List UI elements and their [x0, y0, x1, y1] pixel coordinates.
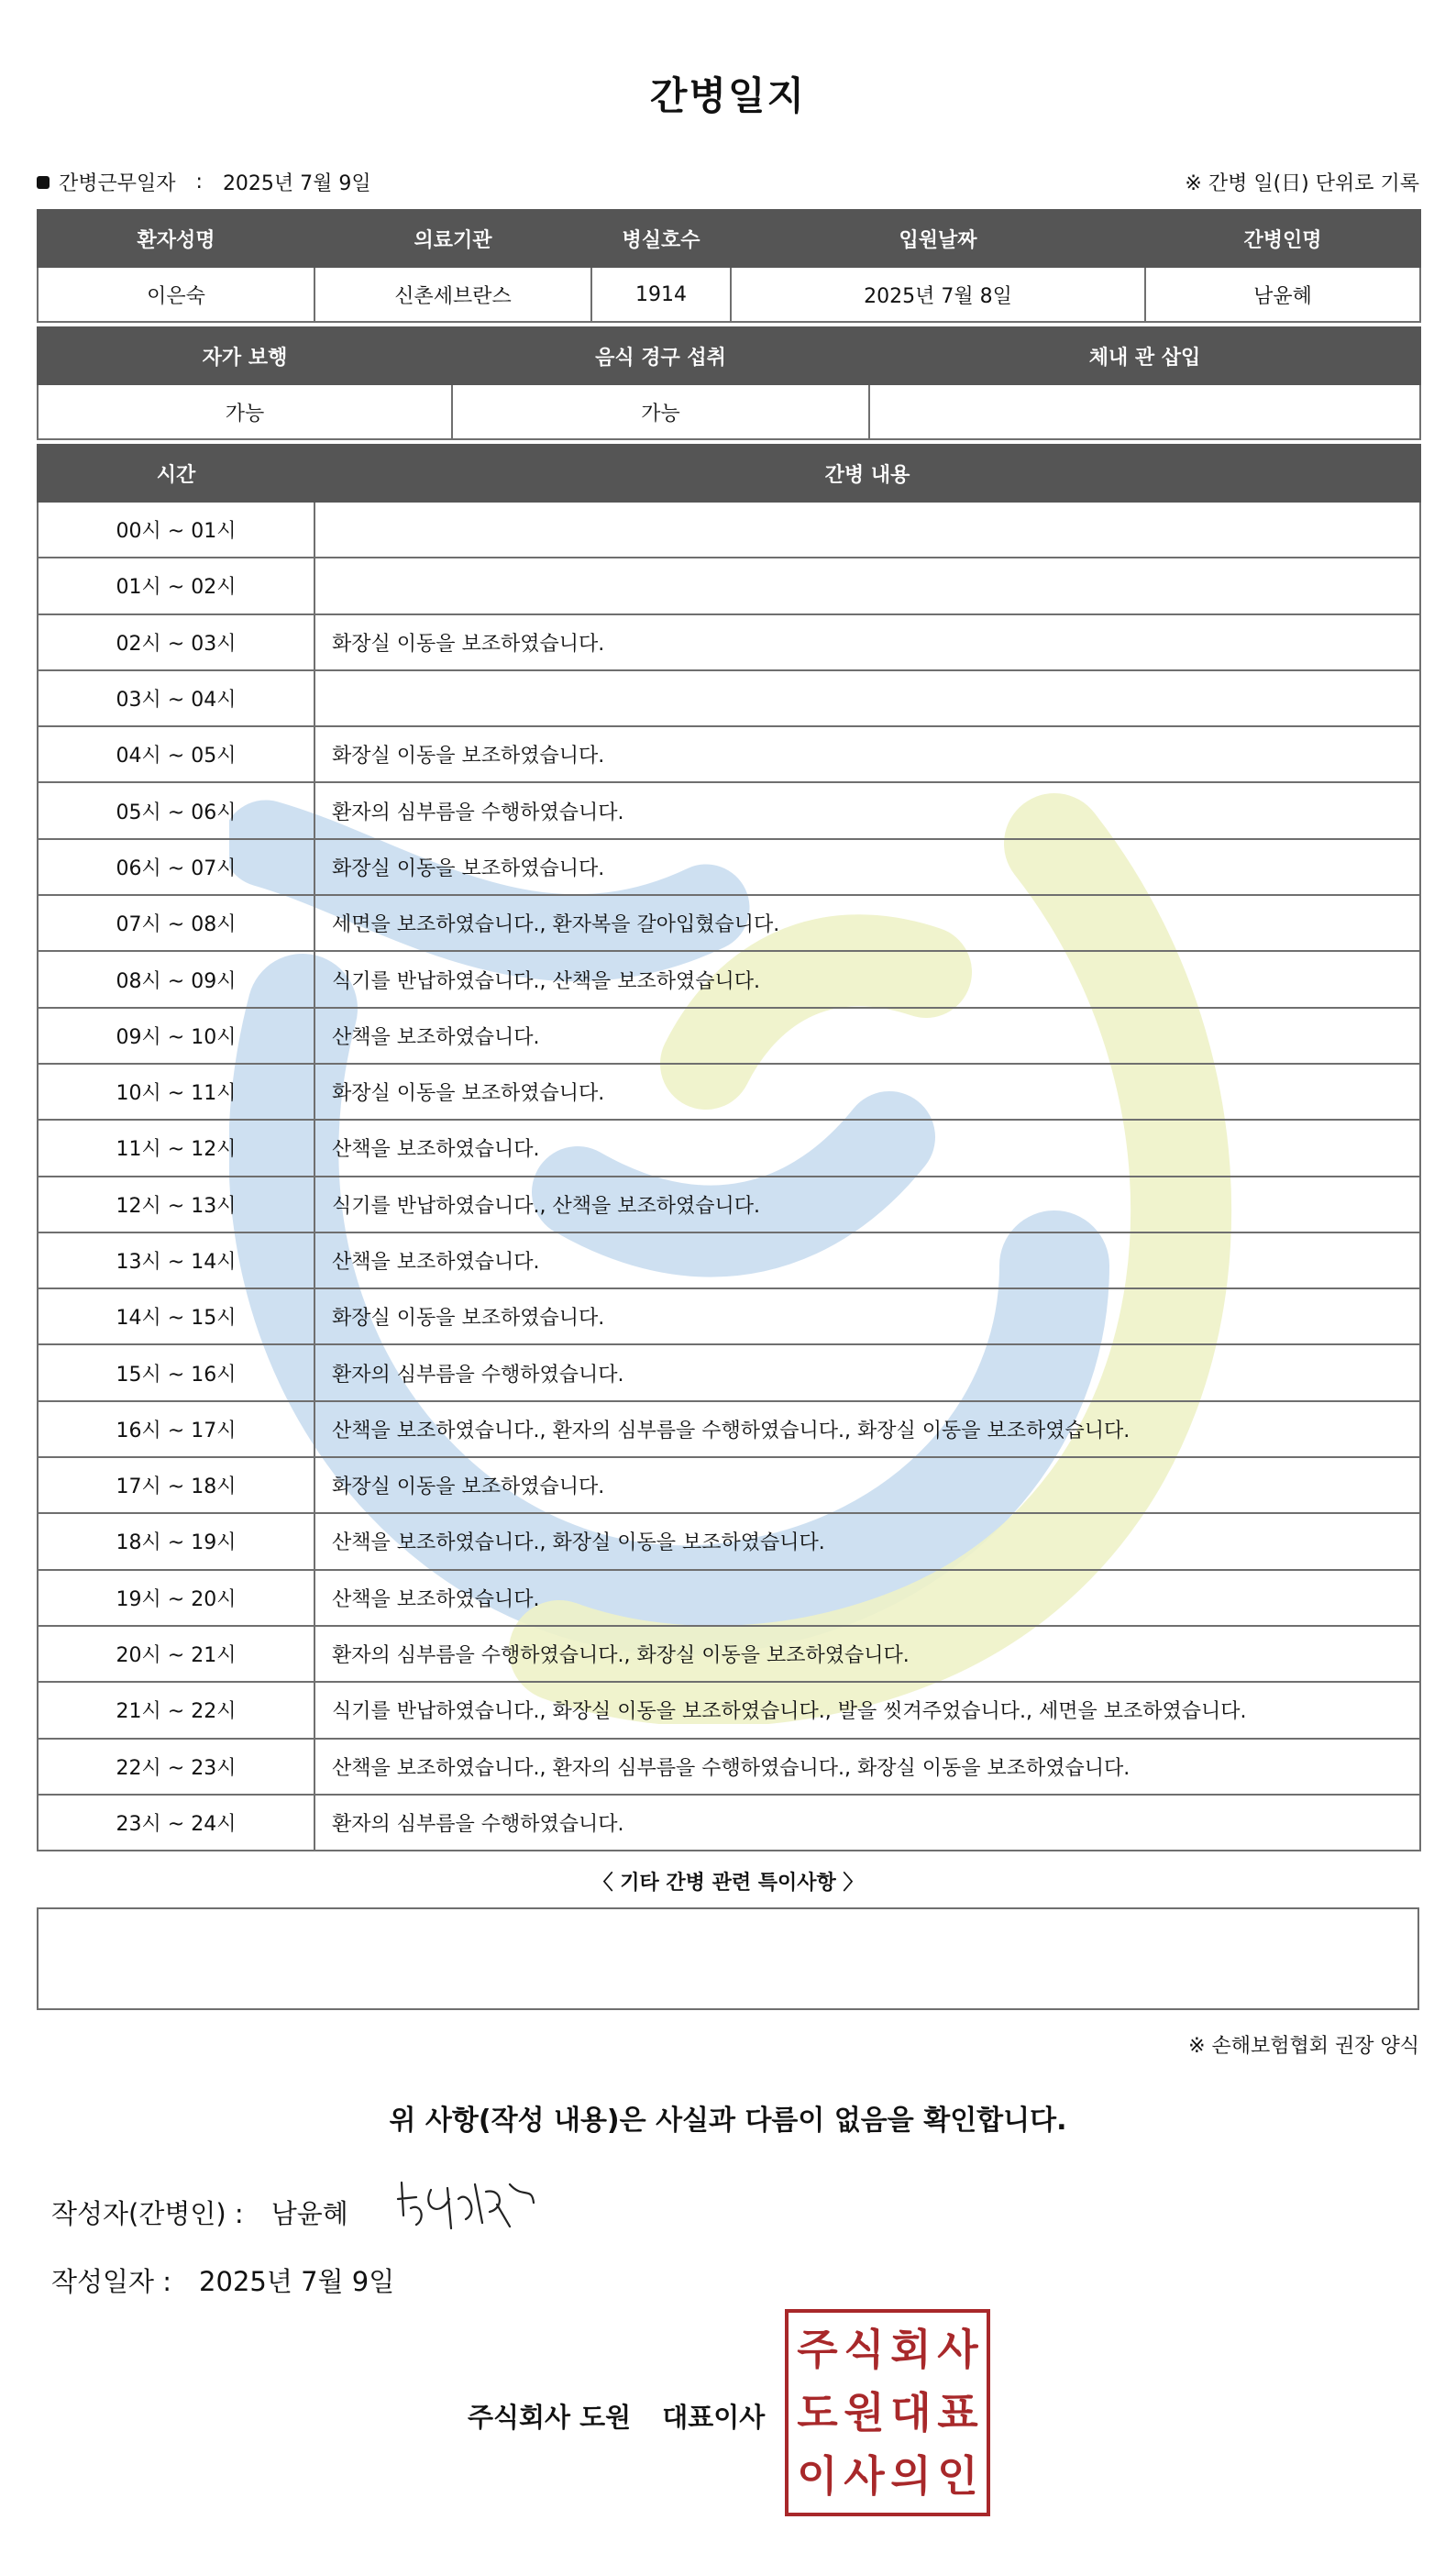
- care-log-time: 13시 ~ 14시: [38, 1232, 314, 1288]
- notes-title: 〈 기타 간병 관련 특이사항 〉: [592, 1872, 864, 1895]
- work-date-colon: :: [195, 171, 203, 193]
- care-log-content: 화장실 이동을 보조하였습니다.: [314, 726, 1420, 782]
- care-log-row: [38, 1064, 1420, 1120]
- work-date-value: 2025년 7월 9일: [222, 172, 371, 195]
- seal-character: 사: [937, 2325, 978, 2375]
- written-date-line: [51, 2261, 394, 2299]
- care-log-row: [38, 1513, 1420, 1569]
- care-log-header-row: [38, 445, 1420, 502]
- seal-character: 원: [844, 2387, 885, 2437]
- care-log-row: [38, 1570, 1420, 1626]
- care-log-content: 산책을 보조하였습니다.: [314, 1120, 1420, 1176]
- header-room-number: 병실호수: [591, 210, 731, 267]
- company-name: 주식회사 도원: [468, 2402, 632, 2433]
- status-value-row: [38, 384, 1420, 439]
- care-log-row: [38, 1457, 1420, 1513]
- care-log-time: 08시 ~ 09시: [38, 951, 314, 1007]
- header-care-content: 간병 내용: [314, 445, 1420, 502]
- care-log-content: 화장실 이동을 보조하였습니다.: [314, 1457, 1420, 1513]
- care-log-row: [38, 1344, 1420, 1400]
- seal-character: 회: [890, 2325, 932, 2375]
- writer-name: 남윤혜: [270, 2198, 348, 2229]
- written-date-value: 2025년 7월 9일: [199, 2266, 395, 2297]
- self-walking-value: 가능: [38, 384, 452, 439]
- patient-header-row: [38, 210, 1420, 267]
- care-log-time: 22시 ~ 23시: [38, 1739, 314, 1795]
- company-line: [468, 2397, 765, 2435]
- care-log-content: [314, 502, 1420, 558]
- care-log-time: 00시 ~ 01시: [38, 502, 314, 558]
- seal-character: 인: [937, 2450, 978, 2501]
- care-log-row: [38, 1401, 1420, 1457]
- work-date-label: 간병근무일자: [59, 172, 176, 195]
- seal-character: 대: [890, 2387, 932, 2437]
- care-log-time: 11시 ~ 12시: [38, 1120, 314, 1176]
- writer-line: [51, 2194, 348, 2231]
- care-log-row: [38, 1120, 1420, 1176]
- header-oral-intake: 음식 경구 섭취: [452, 327, 869, 384]
- care-log-time: 09시 ~ 10시: [38, 1008, 314, 1064]
- tube-insertion-value: [869, 384, 1420, 439]
- status-header-row: [38, 327, 1420, 384]
- care-log-content: 산책을 보조하였습니다., 화장실 이동을 보조하였습니다.: [314, 1513, 1420, 1569]
- care-log-content: 산책을 보조하였습니다.: [314, 1570, 1420, 1626]
- writer-label: 작성자(간병인) :: [51, 2198, 244, 2229]
- bullet-square-icon: [37, 176, 50, 189]
- care-log-row: [38, 502, 1420, 558]
- admission-date: 2025년 7월 8일: [731, 267, 1145, 322]
- care-log-row: [38, 1288, 1420, 1344]
- seal-character: 식: [844, 2325, 885, 2375]
- care-log-time: 12시 ~ 13시: [38, 1177, 314, 1232]
- care-log-content: 식기를 반납하였습니다., 산책을 보조하였습니다.: [314, 1177, 1420, 1232]
- caregiver-name: 남윤혜: [1145, 267, 1420, 322]
- care-log-row: [38, 1626, 1420, 1682]
- seal-character: 의: [890, 2450, 932, 2501]
- care-log-time: 02시 ~ 03시: [38, 614, 314, 670]
- care-log-table: [37, 444, 1421, 1851]
- care-log-content: 산책을 보조하였습니다.: [314, 1008, 1420, 1064]
- care-log-time: 23시 ~ 24시: [38, 1795, 314, 1851]
- care-log-content: 화장실 이동을 보조하였습니다.: [314, 614, 1420, 670]
- room-number: 1914: [591, 267, 731, 322]
- care-log-time: 06시 ~ 07시: [38, 839, 314, 895]
- care-log-time: 04시 ~ 05시: [38, 726, 314, 782]
- care-log-row: [38, 614, 1420, 670]
- care-log-content: [314, 558, 1420, 613]
- care-log-row: [38, 1008, 1420, 1064]
- patient-status-table: [37, 326, 1421, 440]
- seal-character: 표: [937, 2387, 978, 2437]
- header-time: 시간: [38, 445, 314, 502]
- page-title: 간병일지: [649, 73, 807, 118]
- confirmation-statement: 위 사항(작성 내용)은 사실과 다름이 없음을 확인합니다.: [389, 2105, 1067, 2137]
- care-log-time: 05시 ~ 06시: [38, 782, 314, 838]
- care-log-time: 15시 ~ 16시: [38, 1344, 314, 1400]
- care-log-time: 21시 ~ 22시: [38, 1682, 314, 1738]
- hospital: 신촌세브란스: [314, 267, 591, 322]
- care-log-row: [38, 895, 1420, 951]
- care-log-row: [38, 1177, 1420, 1232]
- work-date-line: [37, 168, 371, 196]
- written-date-label: 작성일자 :: [51, 2266, 172, 2297]
- header-hospital: 의료기관: [314, 210, 591, 267]
- seal-character: 도: [797, 2387, 838, 2437]
- form-source-note: ※ 손해보험협회 권장 양식: [1188, 2035, 1419, 2058]
- header-caregiver-name: 간병인명: [1145, 210, 1420, 267]
- care-log-row: [38, 951, 1420, 1007]
- care-log-time: 16시 ~ 17시: [38, 1401, 314, 1457]
- care-log-content: 환자의 심부름을 수행하였습니다.: [314, 782, 1420, 838]
- signature-icon: [394, 2172, 541, 2236]
- care-log-time: 07시 ~ 08시: [38, 895, 314, 951]
- seal-characters: [794, 2318, 981, 2507]
- care-log-row: [38, 670, 1420, 726]
- care-log-content: [314, 670, 1420, 726]
- care-log-row: [38, 1739, 1420, 1795]
- header-tube-insertion: 체내 관 삽입: [869, 327, 1420, 384]
- header-self-walking: 자가 보행: [38, 327, 452, 384]
- header-patient-name: 환자성명: [38, 210, 314, 267]
- care-log-time: 01시 ~ 02시: [38, 558, 314, 613]
- seal-character: 사: [844, 2450, 885, 2501]
- care-log-content: 환자의 심부름을 수행하였습니다., 화장실 이동을 보조하였습니다.: [314, 1626, 1420, 1682]
- care-log-content: 산책을 보조하였습니다., 환자의 심부름을 수행하였습니다., 화장실 이동을 보조하였습니다.: [314, 1739, 1420, 1795]
- care-log-row: [38, 839, 1420, 895]
- care-log-row: [38, 726, 1420, 782]
- notes-box: [37, 1907, 1419, 2010]
- care-log-row: [38, 1795, 1420, 1851]
- header-admission-date: 입원날짜: [731, 210, 1145, 267]
- patient-value-row: [38, 267, 1420, 322]
- care-log-content: 식기를 반납하였습니다., 화장실 이동을 보조하였습니다., 발을 씻겨주었습니다., 세면을 보조하였습니다.: [314, 1682, 1420, 1738]
- care-log-content: 화장실 이동을 보조하였습니다.: [314, 1288, 1420, 1344]
- care-log-time: 10시 ~ 11시: [38, 1064, 314, 1120]
- seal-character: 주: [797, 2325, 838, 2375]
- care-log-content: 화장실 이동을 보조하였습니다.: [314, 839, 1420, 895]
- care-log-content: 산책을 보조하였습니다.: [314, 1232, 1420, 1288]
- record-note: ※ 간병 일(日) 단위로 기록: [1185, 172, 1419, 195]
- care-log-time: 17시 ~ 18시: [38, 1457, 314, 1513]
- care-log-row: [38, 782, 1420, 838]
- care-log-content: 환자의 심부름을 수행하였습니다.: [314, 1344, 1420, 1400]
- care-log-content: 환자의 심부름을 수행하였습니다.: [314, 1795, 1420, 1851]
- care-log-content: 세면을 보조하였습니다., 환자복을 갈아입혔습니다.: [314, 895, 1420, 951]
- oral-intake-value: 가능: [452, 384, 869, 439]
- seal-stamp-icon: [785, 2309, 990, 2516]
- care-log-time: 18시 ~ 19시: [38, 1513, 314, 1569]
- care-log-content: 화장실 이동을 보조하였습니다.: [314, 1064, 1420, 1120]
- patient-info-table: [37, 209, 1421, 323]
- care-log-body: [38, 502, 1420, 1851]
- care-log-row: [38, 1682, 1420, 1738]
- care-log-row: [38, 558, 1420, 613]
- care-log-content: 산책을 보조하였습니다., 환자의 심부름을 수행하였습니다., 화장실 이동을 보조하였습니다.: [314, 1401, 1420, 1457]
- seal-character: 이: [797, 2450, 838, 2501]
- care-log-time: 03시 ~ 04시: [38, 670, 314, 726]
- patient-name: 이은숙: [38, 267, 314, 322]
- care-log-content: 식기를 반납하였습니다., 산책을 보조하였습니다.: [314, 951, 1420, 1007]
- care-log-time: 20시 ~ 21시: [38, 1626, 314, 1682]
- care-log-time: 14시 ~ 15시: [38, 1288, 314, 1344]
- care-log-row: [38, 1232, 1420, 1288]
- care-log-time: 19시 ~ 20시: [38, 1570, 314, 1626]
- representative-title: 대표이사: [662, 2402, 766, 2433]
